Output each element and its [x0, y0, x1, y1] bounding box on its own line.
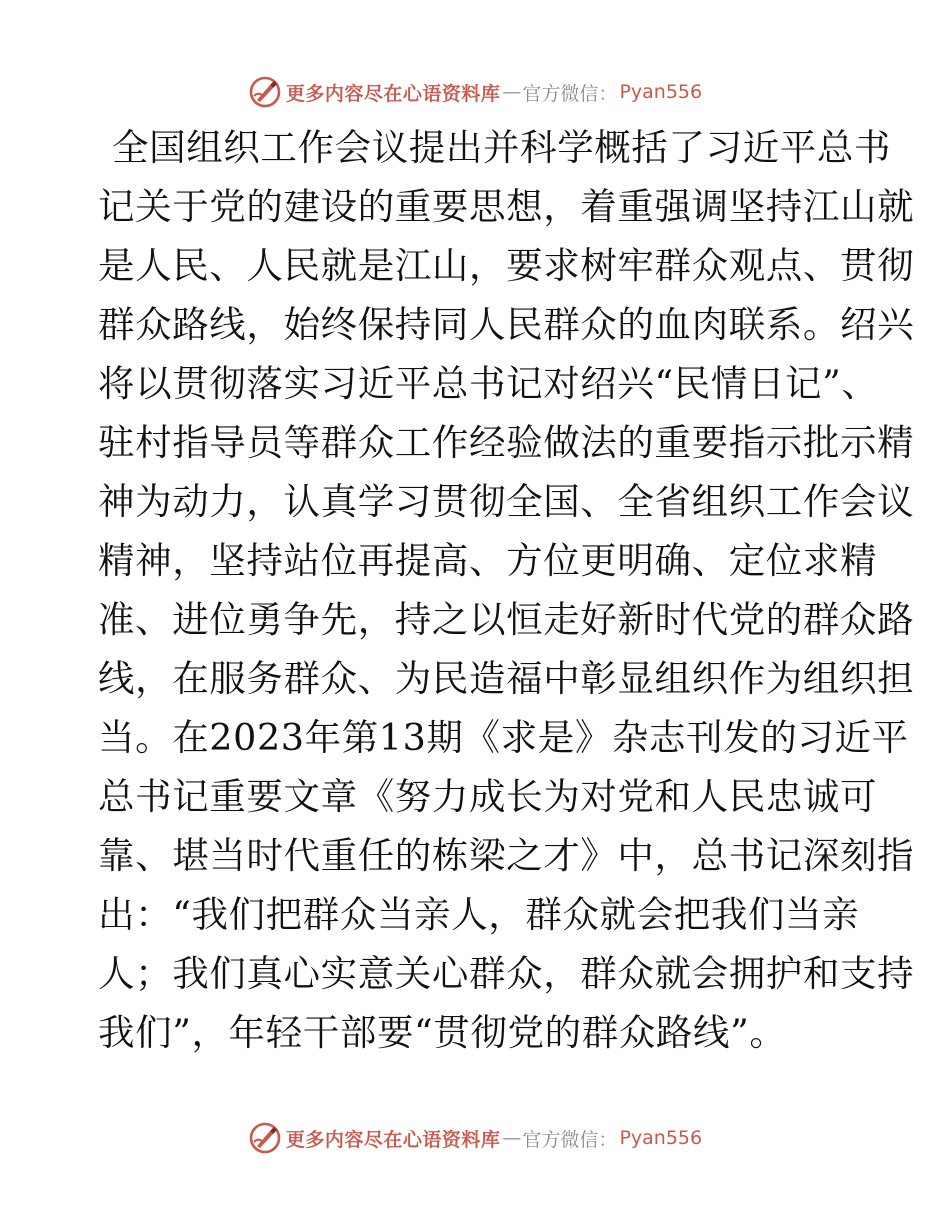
body-line-5: 将以贯彻落实习近平总书记对绍兴“民情日记”、 [98, 362, 879, 405]
body-line-10: 线，在服务群众、为民造福中彰显组织作为组织担 [98, 657, 915, 700]
body-line-2: 记关于党的建设的重要思想，着重强调坚持江山就 [98, 185, 915, 228]
body-line-9: 准、进位勇争先，持之以恒走好新时代党的群众路 [98, 598, 915, 641]
footer-wechat-label: 官方微信： [522, 1128, 618, 1151]
header-brand-text: 更多内容尽在心语资料库 [285, 82, 501, 105]
body-line-3: 是人民、人民就是江山，要求树牢群众观点、贯彻 [98, 244, 915, 287]
body-line-13: 靠、堪当时代重任的栋梁之才》中，总书记深刻指 [98, 834, 915, 877]
body-line-4: 群众路线，始终保持同人民群众的血肉联系。绍兴 [98, 303, 915, 346]
document-body [98, 118, 915, 1062]
body-line-15: 人；我们真心实意关心群众，群众就会拥护和支持 [98, 952, 915, 995]
body-line-11: 当。在2023年第13期《求是》杂志刊发的习近平 [98, 716, 909, 759]
header-banner [0, 72, 950, 112]
body-line-7: 神为动力，认真学习贯彻全国、全省组织工作会议 [98, 480, 915, 523]
pen-logo-icon [248, 1121, 282, 1155]
body-line-8: 精神，坚持站位再提高、方位更明确、定位求精 [98, 539, 878, 582]
body-line-14: 出：“我们把群众当亲人，群众就会把我们当亲 [98, 893, 860, 936]
footer-banner [0, 1118, 950, 1158]
pen-logo-icon [248, 75, 282, 109]
footer-brand-text: 更多内容尽在心语资料库 [285, 1128, 501, 1151]
footer-separator: — [502, 1127, 521, 1149]
header-wechat-label: 官方微信： [522, 82, 618, 105]
header-wechat-id: Pyan556 [619, 81, 703, 103]
body-line-16: 我们”，年轻干部要“贯彻党的群众路线”。 [98, 1011, 787, 1054]
footer-wechat-id: Pyan556 [619, 1127, 703, 1149]
body-line-1: 全国组织工作会议提出并科学概括了习近平总书 [112, 126, 892, 169]
body-line-12: 总书记重要文章《努力成长为对党和人民忠诚可 [98, 775, 878, 818]
body-line-6: 驻村指导员等群众工作经验做法的重要指示批示精 [98, 421, 915, 464]
header-separator: — [502, 81, 521, 103]
